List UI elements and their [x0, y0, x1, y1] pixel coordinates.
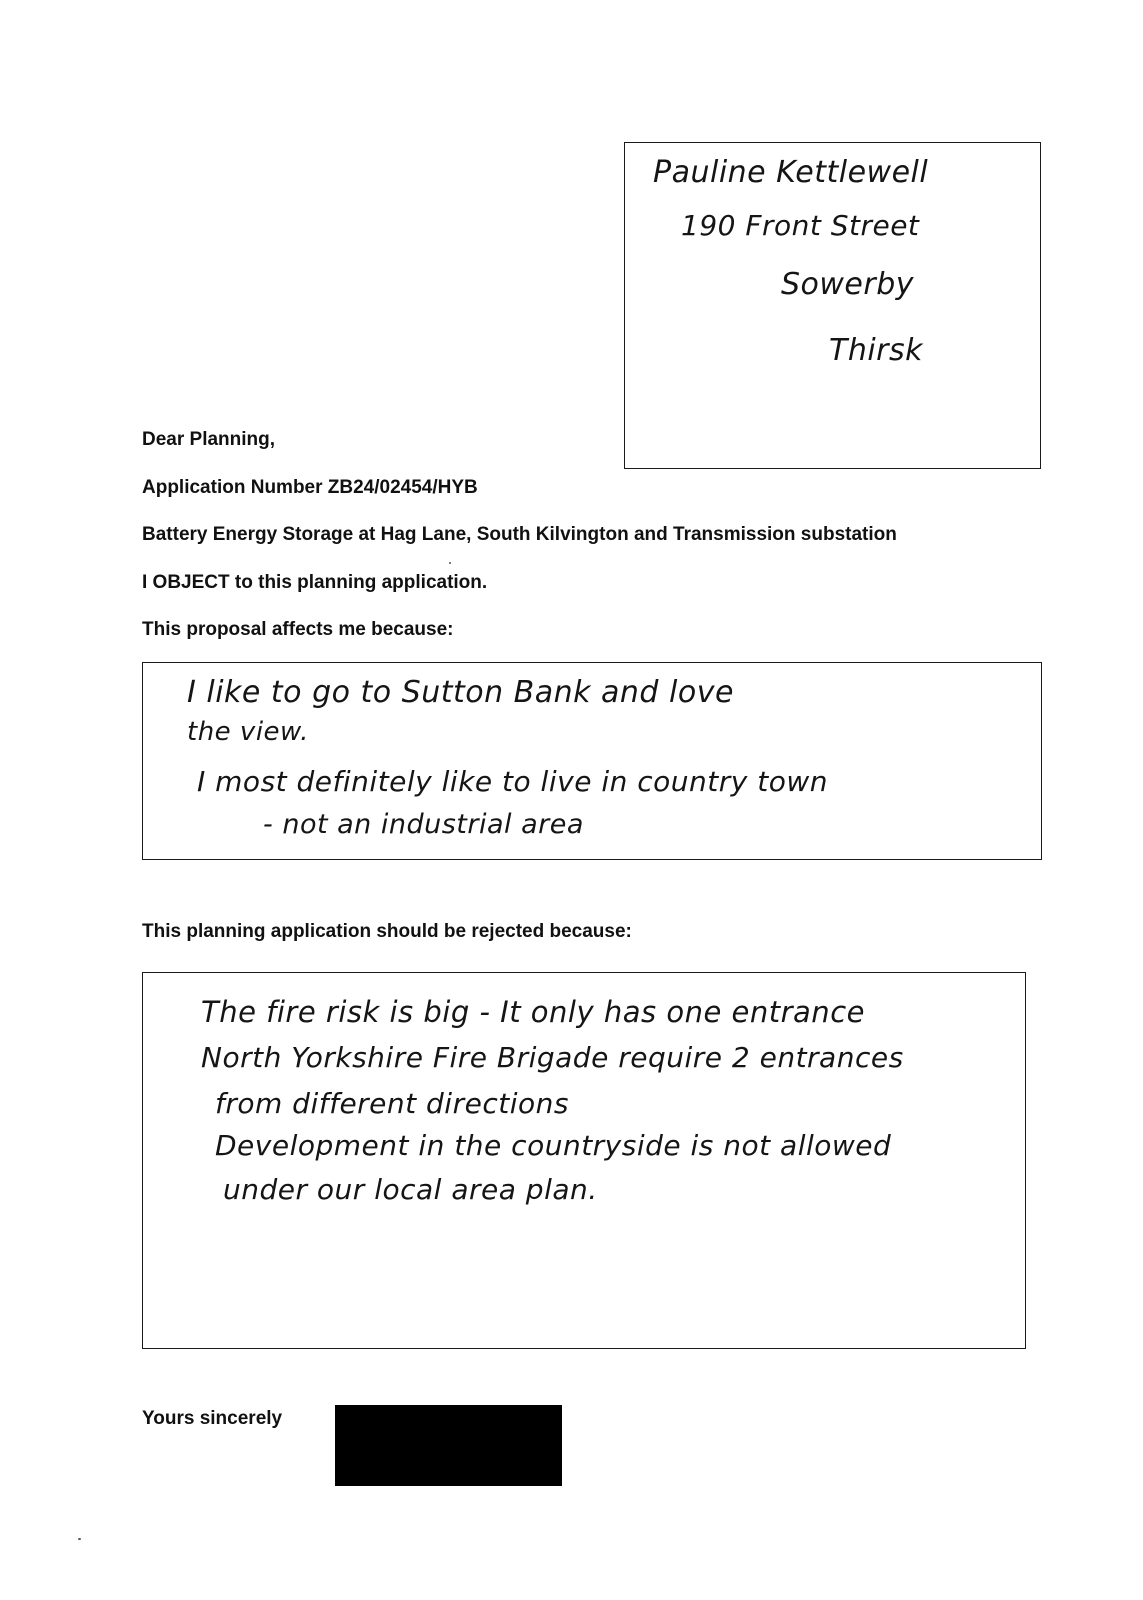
address-town: Sowerby [781, 267, 915, 302]
affects-line: the view. [187, 717, 309, 747]
objection-statement: I OBJECT to this planning application. [142, 572, 488, 593]
application-number: Application Number ZB24/02454/HYB [142, 477, 478, 498]
address-name: Pauline Kettlewell [653, 155, 929, 190]
scan-speck [449, 562, 451, 564]
rejected-line: The fire risk is big - It only has one entrance [201, 995, 865, 1029]
address-street: 190 Front Street [681, 209, 920, 242]
salutation: Dear Planning, [142, 429, 276, 450]
affects-line: I like to go to Sutton Bank and love [187, 675, 734, 710]
rejected-line: from different directions [215, 1087, 569, 1120]
rejected-box [142, 972, 1026, 1349]
rejected-heading: This planning application should be rejected because: [142, 921, 632, 942]
affects-box [142, 662, 1042, 860]
affects-heading: This proposal affects me because: [142, 619, 454, 640]
closing: Yours sincerely [142, 1408, 283, 1429]
affects-line: - not an industrial area [263, 809, 584, 840]
address-city: Thirsk [829, 333, 924, 368]
scan-speck [78, 1538, 81, 1540]
rejected-line: under our local area plan. [223, 1173, 598, 1206]
rejected-line: North Yorkshire Fire Brigade require 2 entrances [201, 1041, 904, 1074]
proposal-title: Battery Energy Storage at Hag Lane, South Kilvington and Transmission substation [142, 524, 897, 545]
address-box [624, 142, 1041, 469]
signature-redaction [335, 1405, 562, 1486]
rejected-line: Development in the countryside is not allowed [215, 1129, 892, 1162]
affects-line: I most definitely like to live in country town [197, 765, 828, 798]
